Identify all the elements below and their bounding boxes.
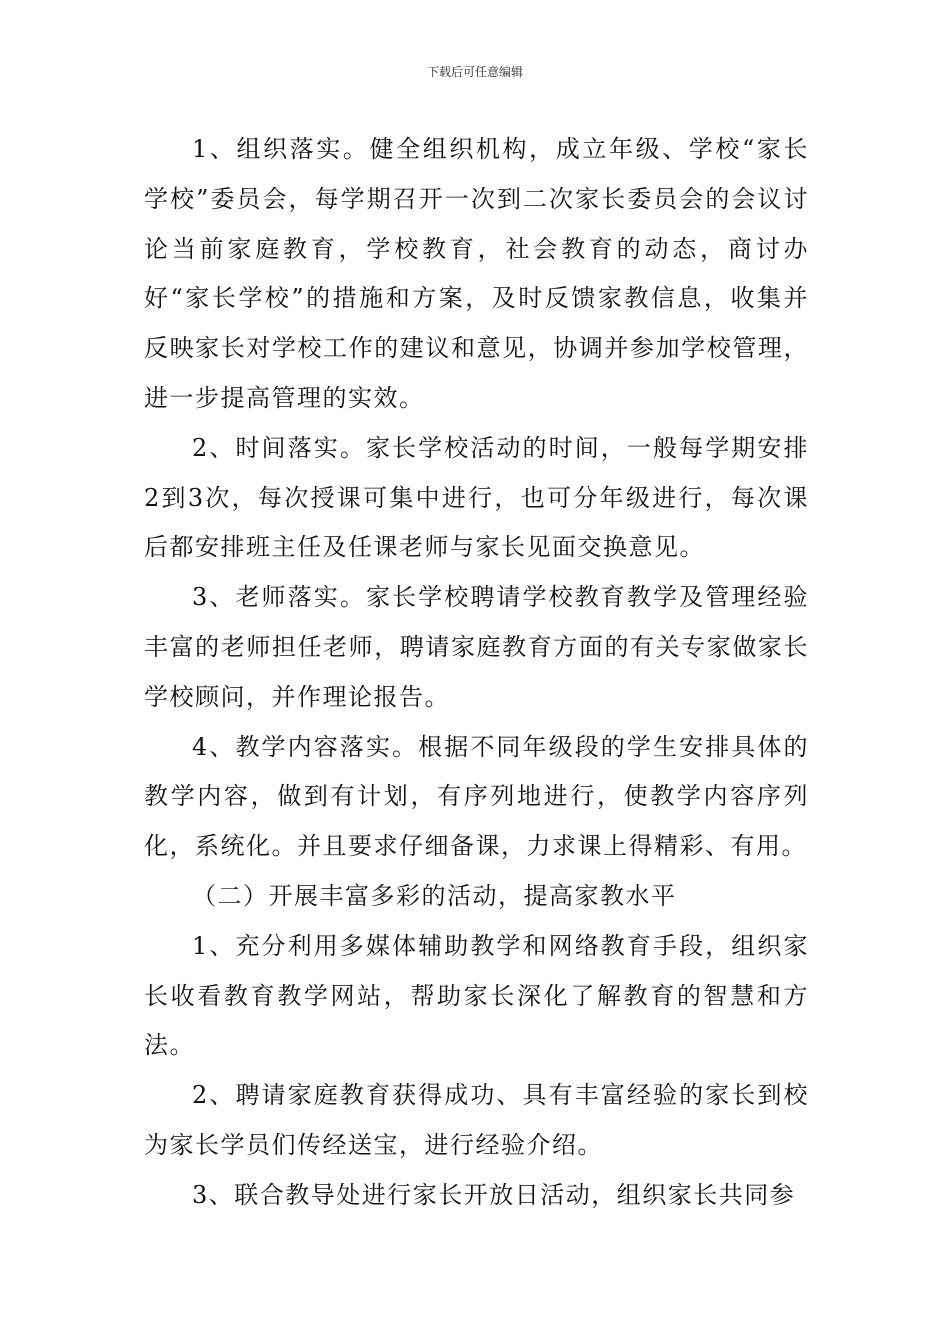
page-header: 下载后可任意编辑 xyxy=(426,65,523,79)
section-heading: （二）开展丰富多彩的活动，提高家教水平 xyxy=(192,881,677,910)
paragraph-organization: 1、组织落实。健全组织机构，成立年级、学校“家长学校”委员会，每学期召开一次到二次家长委员会的会议讨论当前家庭教育，学校教育，社会教育的动态，商讨办好“家长学校”的措施和方案，及时反馈家教信息，收集并反映家长对学校工作的建议和意见，协调并参加学校管理，进一步提高管理的实效。 xyxy=(144,135,809,412)
paragraph-multimedia: 1、充分利用多媒体辅助教学和网络教育手段，组织家长收看教育教学网站，帮助家长深化了解教育的智慧和方法。 xyxy=(144,931,809,1060)
paragraph-teachers: 3、老师落实。家长学校聘请学校教育教学及管理经验丰富的老师担任老师，聘请家庭教育方面的有关专家做家长学校顾问，并作理论报告。 xyxy=(144,583,809,711)
paragraph-time: 2、时间落实。家长学校活动的时间，一般每学期安排2到3次，每次授课可集中进行，也可分年级进行，每次课后都安排班主任及任课老师与家长见面交换意见。 xyxy=(144,433,809,562)
paragraph-experience: 2、聘请家庭教育获得成功、具有丰富经验的家长到校为家长学员们传经送宝，进行经验介绍。 xyxy=(144,1081,809,1159)
paragraph-open-day: 3、联合教导处进行家长开放日活动，组织家长共同参 xyxy=(192,1180,796,1209)
document-body xyxy=(144,125,809,1221)
paragraph-content: 4、教学内容落实。根据不同年级段的学生安排具体的教学内容，做到有计划，有序列地进行，使教学内容序列化，系统化。并且要求仔细备课，力求课上得精彩、有用。 xyxy=(144,732,809,861)
